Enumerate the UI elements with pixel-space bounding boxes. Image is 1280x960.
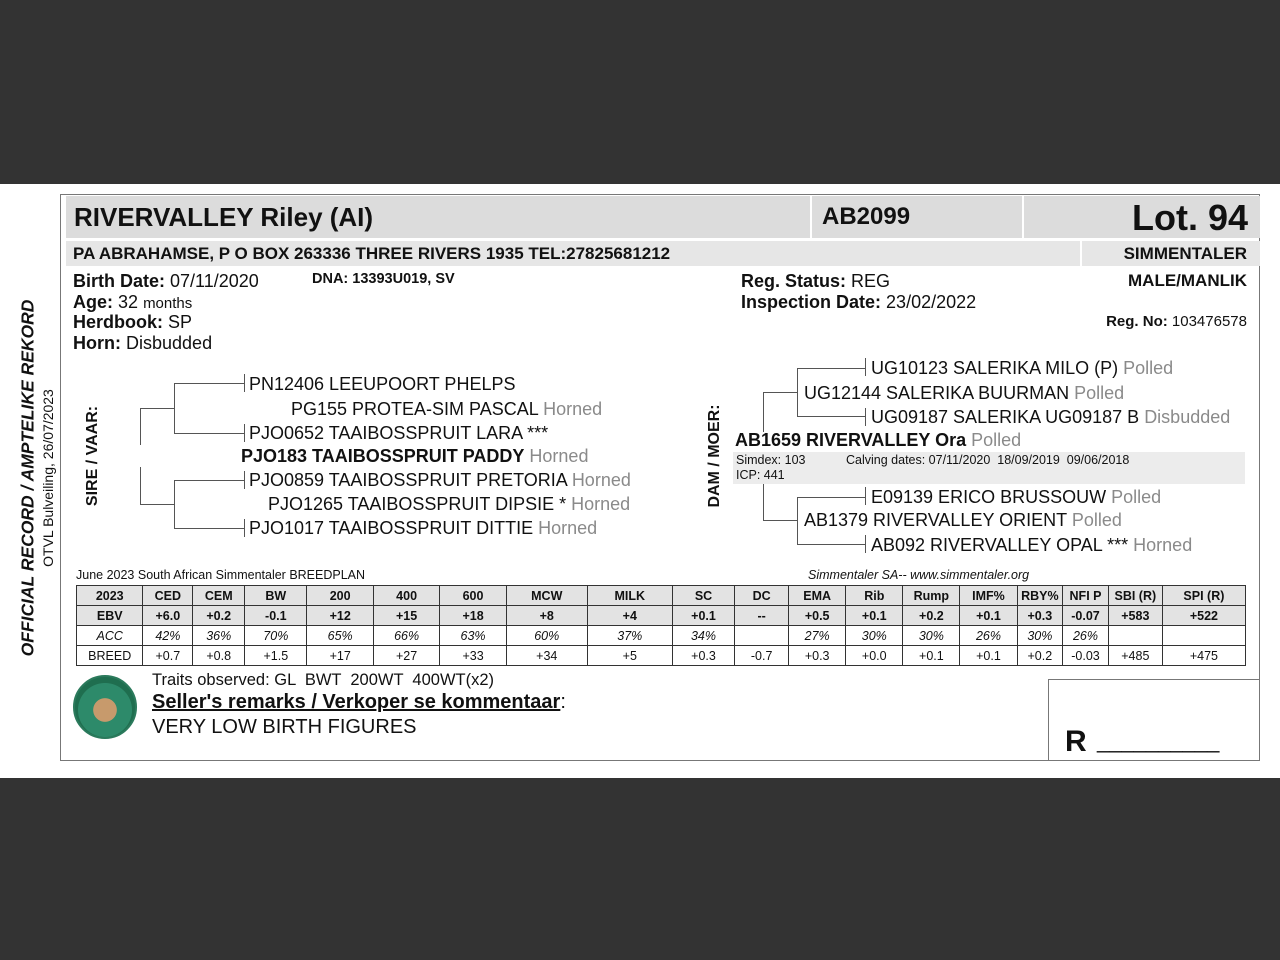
pedigree-line xyxy=(797,544,865,545)
reg-status xyxy=(741,271,890,292)
pedigree-line xyxy=(865,358,866,376)
sire-sire: PN12406 LEEUPOORT PHELPS xyxy=(249,374,516,394)
price-currency: R xyxy=(1065,725,1087,758)
ebv-cell: +0.2 xyxy=(193,606,245,626)
pedigree-line xyxy=(140,467,141,504)
horn xyxy=(73,333,212,354)
breed-cell: +0.0 xyxy=(846,646,903,666)
ebv-header-cell: RBY% xyxy=(1017,586,1063,606)
simmentaler-logo xyxy=(73,675,137,739)
pedigree-line xyxy=(174,433,244,434)
breedplan-title: June 2023 South African Simmentaler BREEDPLAN xyxy=(76,568,366,582)
ebv-header-cell: IMF% xyxy=(960,586,1017,606)
herdbook-value: SP xyxy=(168,312,193,332)
pedigree-line xyxy=(174,480,244,481)
birth-date-value: 07/11/2020 xyxy=(170,271,259,291)
header-separator xyxy=(1022,196,1024,238)
pedigree-line xyxy=(797,368,865,369)
official-record-label: OFFICIAL RECORD / AMPTELIKE REKORD xyxy=(17,299,38,657)
sire-dam-sire-horn: Horned xyxy=(543,399,603,419)
pedigree-line xyxy=(865,535,866,553)
sire-name: PJO183 TAAIBOSSPRUIT PADDY xyxy=(241,446,525,466)
breed-cell: +0.3 xyxy=(672,646,734,666)
breed-cell: +0.7 xyxy=(143,646,193,666)
pedigree-line xyxy=(763,484,764,520)
sdam-name: PJO1265 TAAIBOSSPRUIT DIPSIE * xyxy=(268,494,567,514)
sire-dam-dam-sire xyxy=(249,470,631,491)
herdbook-label: Herdbook: xyxy=(73,312,163,332)
ebv-header-cell: 200 xyxy=(307,586,373,606)
ddss-horn: Polled xyxy=(1111,487,1162,507)
calving-dates: Calving dates: 07/11/2020 18/09/2019 09/06/2018 xyxy=(846,453,1130,467)
ebv-header-cell: MCW xyxy=(506,586,587,606)
dd-horn: Polled xyxy=(1071,510,1122,530)
dss-name: UG10123 SALERIKA MILO (P) xyxy=(871,358,1119,378)
sdd-name: PJO1017 TAAIBOSSPRUIT DITTIE xyxy=(249,518,534,538)
horn-label: Horn: xyxy=(73,333,121,353)
price-input-line[interactable]: __________ xyxy=(1097,728,1220,753)
acc-cell: 26% xyxy=(1063,626,1109,646)
reg-status-label: Reg. Status: xyxy=(741,271,847,291)
acc-cell: 30% xyxy=(846,626,903,646)
animal-name: RIVERVALLEY Riley (AI) xyxy=(74,202,374,232)
dam-sire-dam xyxy=(871,407,1230,428)
pedigree-line xyxy=(763,520,797,521)
dam-name: AB1659 RIVERVALLEY Ora xyxy=(735,430,967,450)
age-value: 32 xyxy=(118,292,139,312)
ebv-row xyxy=(77,606,1246,626)
birth-date-label: Birth Date: xyxy=(73,271,166,291)
ebv-cell: +18 xyxy=(440,606,506,626)
breed-cell: +34 xyxy=(506,646,587,666)
simdex: Simdex: 103 xyxy=(736,453,806,467)
ddss-name: E09139 ERICO BRUSSOUW xyxy=(871,487,1107,507)
acc-cell: 60% xyxy=(506,626,587,646)
reg-status-value: REG xyxy=(851,271,891,291)
ebv-cell: +8 xyxy=(506,606,587,626)
breed-cell: +475 xyxy=(1162,646,1245,666)
breed-cell: +0.1 xyxy=(960,646,1017,666)
ebv-header-cell: CEM xyxy=(193,586,245,606)
ebv-cell: +0.3 xyxy=(1017,606,1063,626)
dam-sire-sire xyxy=(871,358,1173,379)
acc-cell: ACC xyxy=(77,626,143,646)
dss-horn: Polled xyxy=(1123,358,1174,378)
owner-address: PA ABRAHAMSE, P O BOX 263336 THREE RIVERS 1935 TEL:27825681212 xyxy=(73,244,671,263)
pedigree-line xyxy=(797,497,798,544)
remarks-colon: : xyxy=(560,691,566,713)
ddd-name: AB092 RIVERVALLEY OPAL *** xyxy=(871,535,1129,555)
ebv-header-cell: NFI P xyxy=(1063,586,1109,606)
sire-dam-dam xyxy=(249,518,597,539)
ebv-header-cell: EMA xyxy=(789,586,846,606)
ebv-header-cell: DC xyxy=(735,586,789,606)
icp: ICP: 441 xyxy=(736,468,785,482)
pedigree-line xyxy=(174,528,244,529)
age-unit: months xyxy=(143,295,193,312)
ebv-cell: -- xyxy=(735,606,789,626)
ebv-cell: +522 xyxy=(1162,606,1245,626)
ddd-horn: Horned xyxy=(1133,535,1193,555)
ebv-cell: +15 xyxy=(373,606,439,626)
ebv-cell: -0.1 xyxy=(245,606,307,626)
ebv-header-cell: SPI (R) xyxy=(1162,586,1245,606)
sire-dam: PJO0652 TAAIBOSSPRUIT LARA *** xyxy=(249,423,549,443)
dsd-horn: Disbudded xyxy=(1144,407,1231,427)
pedigree-line xyxy=(174,383,175,433)
acc-cell xyxy=(735,626,789,646)
dsd-name: UG09187 SALERIKA UG09187 B xyxy=(871,407,1140,427)
ds-horn: Polled xyxy=(1074,383,1125,403)
acc-cell: 30% xyxy=(903,626,960,646)
dam-dam xyxy=(804,510,1122,531)
header-separator xyxy=(810,196,812,238)
acc-cell xyxy=(1108,626,1162,646)
pedigree-line xyxy=(865,408,866,426)
ebv-header-row xyxy=(77,586,1246,606)
acc-cell: 63% xyxy=(440,626,506,646)
breed-cell: +1.5 xyxy=(245,646,307,666)
sire xyxy=(241,446,588,467)
sire-label: SIRE / VAAR: xyxy=(84,405,101,507)
dam-label: DAM / MOER: xyxy=(706,404,723,508)
breed-cell: +0.8 xyxy=(193,646,245,666)
pedigree-line xyxy=(797,368,798,416)
animal-ident: AB2099 xyxy=(822,203,911,230)
age-label: Age: xyxy=(73,292,113,312)
ebv-cell: +0.1 xyxy=(960,606,1017,626)
pedigree-line xyxy=(865,487,866,505)
acc-cell: 26% xyxy=(960,626,1017,646)
breed-cell: -0.7 xyxy=(735,646,789,666)
acc-cell: 27% xyxy=(789,626,846,646)
ebv-cell: +0.5 xyxy=(789,606,846,626)
pedigree-line xyxy=(174,480,175,528)
acc-cell: 30% xyxy=(1017,626,1063,646)
acc-cell: 37% xyxy=(587,626,672,646)
ebv-header-cell: SBI (R) xyxy=(1108,586,1162,606)
lot-number: Lot. 94 xyxy=(1131,197,1248,238)
remarks-heading: Seller's remarks / Verkoper se kommentaar xyxy=(152,691,561,713)
ebv-header-cell: 2023 xyxy=(77,586,143,606)
inspection-value: 23/02/2022 xyxy=(886,292,977,312)
sire-dam-sire xyxy=(291,399,602,420)
sire-dam-sire-name: PG155 PROTEA-SIM PASCAL xyxy=(291,399,539,419)
sdd-horn: Horned xyxy=(538,518,598,538)
reg-no xyxy=(1106,313,1247,330)
breed-cell: +17 xyxy=(307,646,373,666)
breed-cell: +33 xyxy=(440,646,506,666)
pedigree-line xyxy=(140,408,174,409)
pedigree-line xyxy=(140,408,141,445)
dam-sire xyxy=(804,383,1124,404)
horn-value: Disbudded xyxy=(126,333,213,353)
pedigree-line xyxy=(244,424,245,442)
reg-no-label: Reg. No: xyxy=(1106,313,1168,330)
ebv-cell: +6.0 xyxy=(143,606,193,626)
breed-cell: +0.3 xyxy=(789,646,846,666)
ebv-cell: -0.07 xyxy=(1063,606,1109,626)
ebv-header-cell: 600 xyxy=(440,586,506,606)
ebv-header-cell: BW xyxy=(245,586,307,606)
acc-cell: 65% xyxy=(307,626,373,646)
dam-dam-dam xyxy=(871,535,1192,556)
sdam-horn: Horned xyxy=(571,494,631,514)
breed-row xyxy=(77,646,1246,666)
breed-name: SIMMENTALER xyxy=(1123,244,1247,263)
breed-cell: -0.03 xyxy=(1063,646,1109,666)
pedigree-line xyxy=(244,519,245,537)
ebv-header-cell: 400 xyxy=(373,586,439,606)
ebv-cell: +0.1 xyxy=(846,606,903,626)
pedigree-line xyxy=(763,392,797,393)
herdbook xyxy=(73,312,192,333)
breedplan-website: Simmentaler SA-- www.simmentaler.org xyxy=(808,568,1030,582)
breed-cell: +0.1 xyxy=(903,646,960,666)
traits-observed: Traits observed: GL BWT 200WT 400WT(x2) xyxy=(152,671,495,689)
breed-cell: +0.2 xyxy=(1017,646,1063,666)
pedigree-line xyxy=(244,471,245,489)
ebv-cell: +583 xyxy=(1108,606,1162,626)
ebv-header-cell: SC xyxy=(672,586,734,606)
ebv-table xyxy=(76,585,1246,666)
dam-horn: Polled xyxy=(971,430,1022,450)
dam xyxy=(735,430,1021,451)
ebv-cell: +0.2 xyxy=(903,606,960,626)
dd-name: AB1379 RIVERVALLEY ORIENT xyxy=(804,510,1067,530)
birth-date xyxy=(73,271,259,292)
ebv-header-cell: Rib xyxy=(846,586,903,606)
pedigree-line xyxy=(140,504,174,505)
dna-info: DNA: 13393U019, SV xyxy=(312,271,455,287)
remarks-text: VERY LOW BIRTH FIGURES xyxy=(152,716,417,738)
pedigree-line xyxy=(797,416,865,417)
ebv-cell: +4 xyxy=(587,606,672,626)
acc-cell: 34% xyxy=(672,626,734,646)
pedigree-line xyxy=(763,392,764,432)
breed-cell: +485 xyxy=(1108,646,1162,666)
breed-cell: +5 xyxy=(587,646,672,666)
dsire-name: PJO0859 TAAIBOSSPRUIT PRETORIA xyxy=(249,470,567,490)
otvl-label: OTVL Bulveiling, 26/07/2023 xyxy=(40,389,56,567)
breed-cell: +27 xyxy=(373,646,439,666)
owner-separator xyxy=(1080,241,1082,266)
inspection-label: Inspection Date: xyxy=(741,292,882,312)
ebv-header-cell: CED xyxy=(143,586,193,606)
ebv-header-cell: Rump xyxy=(903,586,960,606)
dsire-horn: Horned xyxy=(571,470,631,490)
sex: MALE/MANLIK xyxy=(1128,271,1247,290)
ds-name: UG12144 SALERIKA BUURMAN xyxy=(804,383,1070,403)
acc-cell: 36% xyxy=(193,626,245,646)
pedigree-line xyxy=(244,374,245,392)
acc-cell xyxy=(1162,626,1245,646)
sire-horn: Horned xyxy=(529,446,589,466)
breed-cell: BREED xyxy=(77,646,143,666)
acc-cell: 42% xyxy=(143,626,193,646)
reg-no-value: 103476578 xyxy=(1171,313,1247,330)
ebv-header-cell: MILK xyxy=(587,586,672,606)
dam-dam-sire-sire xyxy=(871,487,1161,508)
acc-row xyxy=(77,626,1246,646)
age xyxy=(73,292,192,313)
pedigree-line xyxy=(174,383,244,384)
acc-cell: 66% xyxy=(373,626,439,646)
ebv-cell: +12 xyxy=(307,606,373,626)
acc-cell: 70% xyxy=(245,626,307,646)
sire-dam-line xyxy=(268,494,630,515)
pedigree-line xyxy=(797,497,865,498)
inspection-date xyxy=(741,292,976,313)
remarks-heading-line xyxy=(152,691,566,714)
ebv-cell: EBV xyxy=(77,606,143,626)
ebv-cell: +0.1 xyxy=(672,606,734,626)
